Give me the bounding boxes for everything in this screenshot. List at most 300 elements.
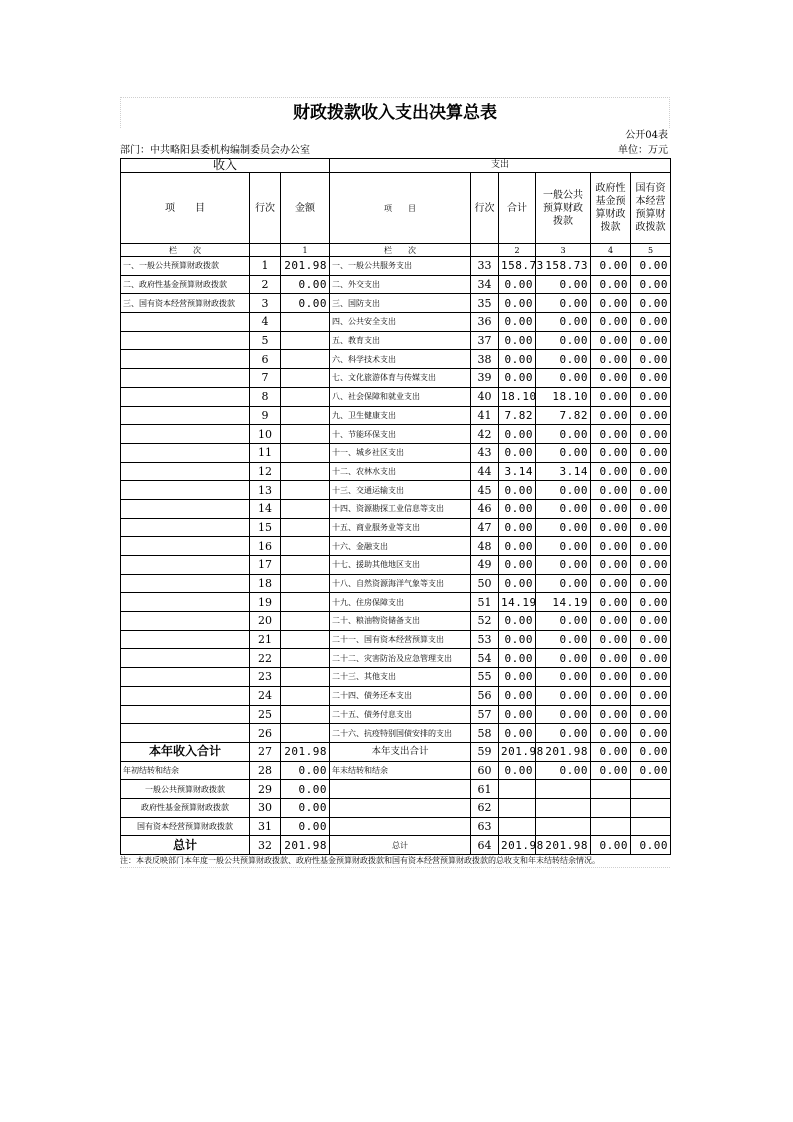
general-budget-amount: 0.00 [536, 275, 591, 294]
carryover-row [121, 761, 671, 780]
total-amount: 0.00 [499, 630, 536, 649]
expense-line-no: 53 [471, 630, 499, 649]
lan-exp-label: 栏 次 [330, 244, 471, 257]
income-line-no: 11 [250, 443, 281, 462]
expense-line-no: 54 [471, 649, 499, 668]
income-amount [281, 724, 330, 743]
expense-item: 六、科学技术支出 [330, 350, 471, 369]
gov-fund-amount: 0.00 [591, 499, 631, 518]
gov-fund-amount: 0.00 [591, 761, 631, 780]
expense-item: 八、社会保障和就业支出 [330, 387, 471, 406]
state-capital-amount: 0.00 [631, 331, 671, 350]
table-row [121, 574, 671, 593]
table-row [121, 649, 671, 668]
income-line-no: 3 [250, 294, 281, 313]
income-item [121, 556, 250, 575]
expense-item: 十八、自然资源海洋气象等支出 [330, 574, 471, 593]
expense-item: 三、国防支出 [330, 294, 471, 313]
total-amount: 0.00 [499, 481, 536, 500]
table-row [121, 724, 671, 743]
total-amount [499, 780, 536, 799]
income-line-no: 20 [250, 612, 281, 631]
income-item [121, 705, 250, 724]
total-amount: 0.00 [499, 556, 536, 575]
form-code-row [120, 128, 670, 143]
expense-line-no: 50 [471, 574, 499, 593]
expense-line-no: 35 [471, 294, 499, 313]
gov-fund-amount: 0.00 [591, 630, 631, 649]
gov-fund-amount: 0.00 [591, 612, 631, 631]
expense-section-header: 支出 [330, 159, 671, 173]
total-amount: 0.00 [499, 518, 536, 537]
income-line-no: 29 [250, 780, 281, 799]
income-amount [281, 537, 330, 556]
table-row [121, 705, 671, 724]
income-amount: 201.98 [281, 257, 330, 276]
total-amount: 0.00 [499, 313, 536, 332]
lan-c5: 5 [631, 244, 671, 257]
expense-item: 总计 [330, 836, 471, 855]
expense-item: 十、节能环保支出 [330, 425, 471, 444]
total-amount: 14.19 [499, 593, 536, 612]
expense-line-header: 行次 [471, 173, 499, 244]
unit-label: 单位：万元 [618, 145, 668, 156]
table-row [121, 668, 671, 687]
general-budget-amount: 3.14 [536, 462, 591, 481]
total-amount: 0.00 [499, 443, 536, 462]
column-header-row [121, 173, 671, 244]
income-section-header: 收入 [121, 159, 330, 173]
gov-fund-amount: 0.00 [591, 593, 631, 612]
expense-item [330, 798, 471, 817]
state-capital-amount: 0.00 [631, 649, 671, 668]
state-capital-amount: 0.00 [631, 443, 671, 462]
expense-line-no: 59 [471, 742, 499, 761]
expense-line-no: 55 [471, 668, 499, 687]
expense-line-no: 37 [471, 331, 499, 350]
gov-fund-amount: 0.00 [591, 313, 631, 332]
expense-line-no: 49 [471, 556, 499, 575]
expense-item: 二十、粮油物资储备支出 [330, 612, 471, 631]
expense-line-no: 38 [471, 350, 499, 369]
gov-fund-amount: 0.00 [591, 425, 631, 444]
expense-item: 二十一、国有资本经营预算支出 [330, 630, 471, 649]
expense-item: 十七、援助其他地区支出 [330, 556, 471, 575]
expense-item: 十二、农林水支出 [330, 462, 471, 481]
general-budget-amount: 18.10 [536, 387, 591, 406]
table-row [121, 630, 671, 649]
general-budget-amount: 0.00 [536, 705, 591, 724]
gov-fund-amount: 0.00 [591, 518, 631, 537]
table-row [121, 425, 671, 444]
table-row [121, 387, 671, 406]
lan-c1: 1 [281, 244, 330, 257]
expense-line-no: 64 [471, 836, 499, 855]
gov-fund-amount: 0.00 [591, 556, 631, 575]
general-budget-amount: 0.00 [536, 350, 591, 369]
income-item: 总计 [121, 836, 250, 855]
expense-item: 本年支出合计 [330, 742, 471, 761]
state-capital-amount: 0.00 [631, 313, 671, 332]
gov-fund-amount: 0.00 [591, 406, 631, 425]
table-row [121, 462, 671, 481]
state-capital-amount: 0.00 [631, 425, 671, 444]
state-capital-amount [631, 817, 671, 836]
income-amount [281, 499, 330, 518]
table-row [121, 275, 671, 294]
income-line-no: 26 [250, 724, 281, 743]
lan-blank [250, 244, 281, 257]
state-capital-amount: 0.00 [631, 556, 671, 575]
total-amount: 3.14 [499, 462, 536, 481]
income-amount [281, 481, 330, 500]
total-amount: 0.00 [499, 612, 536, 631]
income-item [121, 630, 250, 649]
general-budget-amount: 201.98 [536, 742, 591, 761]
expense-item [330, 817, 471, 836]
income-line-header: 行次 [250, 173, 281, 244]
income-line-no: 8 [250, 387, 281, 406]
total-amount: 0.00 [499, 499, 536, 518]
table-row [121, 294, 671, 313]
table-row [121, 369, 671, 388]
expense-item: 一、一般公共服务支出 [330, 257, 471, 276]
state-capital-amount: 0.00 [631, 275, 671, 294]
gov-fund-amount: 0.00 [591, 724, 631, 743]
income-line-no: 1 [250, 257, 281, 276]
income-item: 一、一般公共预算财政拨款 [121, 257, 250, 276]
income-line-no: 6 [250, 350, 281, 369]
income-item [121, 350, 250, 369]
income-line-no: 30 [250, 798, 281, 817]
expense-line-no: 51 [471, 593, 499, 612]
lan-blank [471, 244, 499, 257]
table-row [121, 257, 671, 276]
expense-item: 二十六、抗疫特别国债安排的支出 [330, 724, 471, 743]
income-line-no: 18 [250, 574, 281, 593]
income-amount: 201.98 [281, 836, 330, 855]
table-row [121, 406, 671, 425]
income-amount [281, 406, 330, 425]
income-amount [281, 612, 330, 631]
expense-line-no: 52 [471, 612, 499, 631]
total-amount [499, 798, 536, 817]
gov-fund-amount [591, 780, 631, 799]
general-budget-amount: 0.00 [536, 313, 591, 332]
expense-line-no: 40 [471, 387, 499, 406]
table-row [121, 499, 671, 518]
table-row [121, 537, 671, 556]
expense-line-no: 42 [471, 425, 499, 444]
general-budget-amount: 0.00 [536, 649, 591, 668]
report-title: 财政拨款收入支出决算总表 [120, 97, 670, 128]
state-capital-amount: 0.00 [631, 518, 671, 537]
income-line-no: 16 [250, 537, 281, 556]
general-budget-amount: 0.00 [536, 331, 591, 350]
gov-fund-amount [591, 817, 631, 836]
lan-c3: 3 [536, 244, 591, 257]
income-amount [281, 369, 330, 388]
income-item [121, 313, 250, 332]
gov-fund-amount: 0.00 [591, 369, 631, 388]
income-amount: 0.00 [281, 275, 330, 294]
income-item [121, 387, 250, 406]
expense-line-no: 46 [471, 499, 499, 518]
state-capital-amount: 0.00 [631, 499, 671, 518]
general-budget-amount: 0.00 [536, 556, 591, 575]
state-capital-amount: 0.00 [631, 761, 671, 780]
general-budget-amount: 14.19 [536, 593, 591, 612]
income-amount [281, 350, 330, 369]
expense-line-no: 39 [471, 369, 499, 388]
income-amount [281, 593, 330, 612]
expense-item-header: 项 目 [330, 173, 471, 244]
income-item [121, 518, 250, 537]
gov-fund-amount: 0.00 [591, 705, 631, 724]
gov-fund-amount: 0.00 [591, 443, 631, 462]
expense-item [330, 780, 471, 799]
income-line-no: 19 [250, 593, 281, 612]
expense-line-no: 48 [471, 537, 499, 556]
state-capital-amount: 0.00 [631, 724, 671, 743]
total-amount: 158.73 [499, 257, 536, 276]
general-budget-amount: 0.00 [536, 630, 591, 649]
total-amount: 0.00 [499, 649, 536, 668]
gov-fund-amount: 0.00 [591, 649, 631, 668]
gov-fund-amount: 0.00 [591, 331, 631, 350]
income-amount: 0.00 [281, 294, 330, 313]
gov-fund-amount: 0.00 [591, 742, 631, 761]
total-amount: 0.00 [499, 686, 536, 705]
general-budget-amount: 7.82 [536, 406, 591, 425]
total-amount: 201.98 [499, 742, 536, 761]
income-amount [281, 630, 330, 649]
income-item [121, 724, 250, 743]
department-row [120, 143, 670, 158]
state-capital-amount: 0.00 [631, 630, 671, 649]
income-line-no: 10 [250, 425, 281, 444]
state-capital-amount: 0.00 [631, 294, 671, 313]
expense-item: 十五、商业服务业等支出 [330, 518, 471, 537]
gov-fund-amount: 0.00 [591, 387, 631, 406]
income-item [121, 574, 250, 593]
state-capital-amount: 0.00 [631, 257, 671, 276]
expense-line-no: 36 [471, 313, 499, 332]
state-capital-amount: 0.00 [631, 705, 671, 724]
income-amount [281, 425, 330, 444]
expense-line-no: 61 [471, 780, 499, 799]
income-line-no: 15 [250, 518, 281, 537]
income-line-no: 9 [250, 406, 281, 425]
income-item [121, 593, 250, 612]
income-line-no: 7 [250, 369, 281, 388]
income-line-no: 5 [250, 331, 281, 350]
income-amount [281, 443, 330, 462]
expense-line-no: 63 [471, 817, 499, 836]
general-budget-amount: 0.00 [536, 686, 591, 705]
gov-fund-amount: 0.00 [591, 668, 631, 687]
total-amount: 0.00 [499, 294, 536, 313]
general-budget-amount: 0.00 [536, 518, 591, 537]
income-amount [281, 313, 330, 332]
gov-fund-amount: 0.00 [591, 462, 631, 481]
income-line-no: 28 [250, 761, 281, 780]
carryover-sub-row [121, 798, 671, 817]
gov-fund-amount: 0.00 [591, 686, 631, 705]
total-amount: 0.00 [499, 574, 536, 593]
table-row [121, 481, 671, 500]
table-row [121, 313, 671, 332]
general-budget-amount: 0.00 [536, 724, 591, 743]
state-capital-amount: 0.00 [631, 574, 671, 593]
expense-item: 十四、资源勘探工业信息等支出 [330, 499, 471, 518]
total-amount: 0.00 [499, 425, 536, 444]
gov-fund-amount [591, 798, 631, 817]
income-item [121, 499, 250, 518]
gov-fund-amount: 0.00 [591, 574, 631, 593]
general-budget-amount: 0.00 [536, 481, 591, 500]
total-amount: 0.00 [499, 331, 536, 350]
expense-line-no: 56 [471, 686, 499, 705]
total-amount: 0.00 [499, 724, 536, 743]
income-amount [281, 668, 330, 687]
general-budget-amount [536, 817, 591, 836]
income-amount [281, 686, 330, 705]
income-item [121, 443, 250, 462]
total-amount: 0.00 [499, 537, 536, 556]
gov-fund-amount: 0.00 [591, 257, 631, 276]
income-line-no: 31 [250, 817, 281, 836]
income-amount: 0.00 [281, 780, 330, 799]
state-capital-amount: 0.00 [631, 593, 671, 612]
income-line-no: 4 [250, 313, 281, 332]
lan-c4: 4 [591, 244, 631, 257]
general-budget-amount: 0.00 [536, 443, 591, 462]
income-item: 二、政府性基金预算财政拨款 [121, 275, 250, 294]
state-capital-amount: 0.00 [631, 742, 671, 761]
income-line-no: 27 [250, 742, 281, 761]
income-item [121, 331, 250, 350]
gov-fund-amount: 0.00 [591, 350, 631, 369]
expense-item: 五、教育支出 [330, 331, 471, 350]
income-line-no: 14 [250, 499, 281, 518]
expense-line-no: 62 [471, 798, 499, 817]
state-capital-amount: 0.00 [631, 537, 671, 556]
state-capital-amount: 0.00 [631, 836, 671, 855]
table-row [121, 612, 671, 631]
state-capital-amount: 0.00 [631, 406, 671, 425]
income-line-no: 24 [250, 686, 281, 705]
gov-fund-amount: 0.00 [591, 275, 631, 294]
income-amount-header: 金额 [281, 173, 330, 244]
state-capital-amount [631, 798, 671, 817]
total-amount: 201.98 [499, 836, 536, 855]
total-amount: 0.00 [499, 761, 536, 780]
expense-item: 十一、城乡社区支出 [330, 443, 471, 462]
expense-item: 十九、住房保障支出 [330, 593, 471, 612]
income-amount: 0.00 [281, 761, 330, 780]
income-amount [281, 705, 330, 724]
gov-fund-amount: 0.00 [591, 481, 631, 500]
expense-item: 二、外交支出 [330, 275, 471, 294]
table-row [121, 350, 671, 369]
income-item: 三、国有资本经营预算财政拨款 [121, 294, 250, 313]
total-amount: 7.82 [499, 406, 536, 425]
gov-fund-amount: 0.00 [591, 537, 631, 556]
general-budget-amount: 0.00 [536, 574, 591, 593]
carryover-sub-row [121, 780, 671, 799]
table-row [121, 686, 671, 705]
expense-item: 年末结转和结余 [330, 761, 471, 780]
expense-item: 九、卫生健康支出 [330, 406, 471, 425]
income-item [121, 537, 250, 556]
income-amount [281, 556, 330, 575]
general-budget-amount: 0.00 [536, 425, 591, 444]
section-header-row [121, 159, 671, 173]
expense-item: 二十五、债务付息支出 [330, 705, 471, 724]
fiscal-table [120, 158, 671, 855]
general-budget-amount [536, 798, 591, 817]
expense-line-no: 34 [471, 275, 499, 294]
column-number-row [121, 244, 671, 257]
table-row [121, 556, 671, 575]
income-item: 年初结转和结余 [121, 761, 250, 780]
general-budget-amount: 158.73 [536, 257, 591, 276]
total-header: 合计 [499, 173, 536, 244]
income-item [121, 406, 250, 425]
year-total-row [121, 742, 671, 761]
department-name: 部门：中共略阳县委机构编制委员会办公室 [120, 145, 310, 156]
expense-item: 二十三、其他支出 [330, 668, 471, 687]
income-item [121, 481, 250, 500]
income-amount: 201.98 [281, 742, 330, 761]
expense-line-no: 47 [471, 518, 499, 537]
income-item [121, 612, 250, 631]
general-budget-amount: 0.00 [536, 294, 591, 313]
total-amount: 0.00 [499, 369, 536, 388]
income-line-no: 21 [250, 630, 281, 649]
income-amount [281, 649, 330, 668]
income-item-header: 项 目 [121, 173, 250, 244]
expense-line-no: 60 [471, 761, 499, 780]
total-amount: 0.00 [499, 275, 536, 294]
expense-line-no: 45 [471, 481, 499, 500]
income-line-no: 13 [250, 481, 281, 500]
general-budget-amount: 0.00 [536, 537, 591, 556]
income-item: 国有资本经营预算财政拨款 [121, 817, 250, 836]
lan-c2: 2 [499, 244, 536, 257]
state-capital-amount: 0.00 [631, 462, 671, 481]
carryover-sub-row [121, 817, 671, 836]
general-budget-amount: 0.00 [536, 499, 591, 518]
income-line-no: 25 [250, 705, 281, 724]
income-item [121, 462, 250, 481]
total-amount [499, 817, 536, 836]
state-capital-amount: 0.00 [631, 686, 671, 705]
general-budget-amount: 0.00 [536, 612, 591, 631]
income-item [121, 369, 250, 388]
income-line-no: 2 [250, 275, 281, 294]
expense-item: 十六、金融支出 [330, 537, 471, 556]
grand-total-row [121, 836, 671, 855]
income-item [121, 425, 250, 444]
expense-item: 二十二、灾害防治及应急管理支出 [330, 649, 471, 668]
income-amount [281, 518, 330, 537]
state-capital-amount: 0.00 [631, 369, 671, 388]
total-amount: 0.00 [499, 705, 536, 724]
income-amount [281, 574, 330, 593]
general-budget-amount: 0.00 [536, 668, 591, 687]
